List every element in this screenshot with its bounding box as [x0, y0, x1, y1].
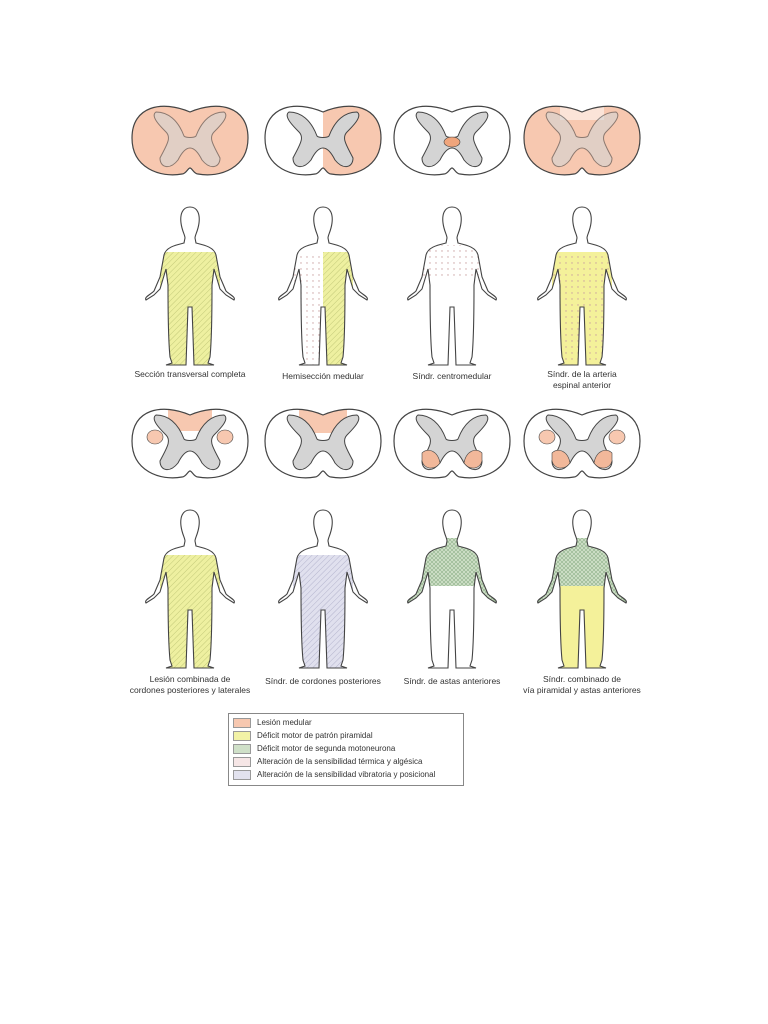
legend-label: Déficit motor de patrón piramidal [257, 731, 373, 740]
legend-swatch-thermal [233, 757, 251, 767]
body-2-2 [279, 510, 368, 670]
legend-label: Lesión medular [257, 718, 312, 727]
body-1-3 [408, 207, 497, 365]
legend [228, 713, 464, 786]
body-2-3 [402, 510, 502, 668]
caption-hemisection: Hemisección medular [282, 371, 364, 381]
body-1-4 [538, 207, 627, 367]
caption-posterior-column: Síndr. de cordones posteriores [265, 676, 381, 686]
legend-item [233, 729, 459, 742]
caption-anterior-spinal-artery: Síndr. de la arteria espinal anterior [547, 369, 617, 390]
cord-2-2 [265, 403, 381, 478]
caption-combined-posterior-lateral: Lesión combinada de cordones posteriores y laterales [129, 674, 251, 695]
legend-item [233, 755, 459, 768]
cord-2-1 [132, 403, 248, 478]
legend-label: Alteración de la sensibilidad vibratoria y posicional [257, 770, 436, 779]
body-2-1 [146, 510, 235, 670]
body-1-2 [279, 207, 368, 367]
cord-2-3 [394, 409, 510, 478]
body-1-1 [146, 207, 235, 367]
legend-swatch-pyramidal [233, 731, 251, 741]
cord-1-4 [522, 100, 642, 180]
legend-swatch-lesion [233, 718, 251, 728]
cord-1-1 [130, 100, 250, 180]
legend-item [233, 768, 459, 781]
legend-swatch-lmn [233, 744, 251, 754]
cord-1-3 [394, 106, 510, 175]
cord-1-2 [265, 100, 383, 180]
caption-anterior-horn: Síndr. de astas anteriores [403, 676, 501, 686]
legend-item [233, 742, 459, 755]
legend-label: Déficit motor de segunda motoneurona [257, 744, 396, 753]
body-2-4 [532, 510, 632, 678]
caption-central-cord: Síndr. centromedular [412, 371, 492, 381]
legend-swatch-vibration [233, 770, 251, 780]
caption-combined-pyramidal-anterior-horn: Síndr. combinado de vía piramidal y astas anteriores [523, 674, 641, 695]
legend-label: Alteración de la sensibilidad térmica y algésica [257, 757, 423, 766]
legend-item [233, 716, 459, 729]
cord-2-4 [524, 409, 640, 478]
caption-complete-transection: Sección transversal completa [134, 369, 246, 379]
